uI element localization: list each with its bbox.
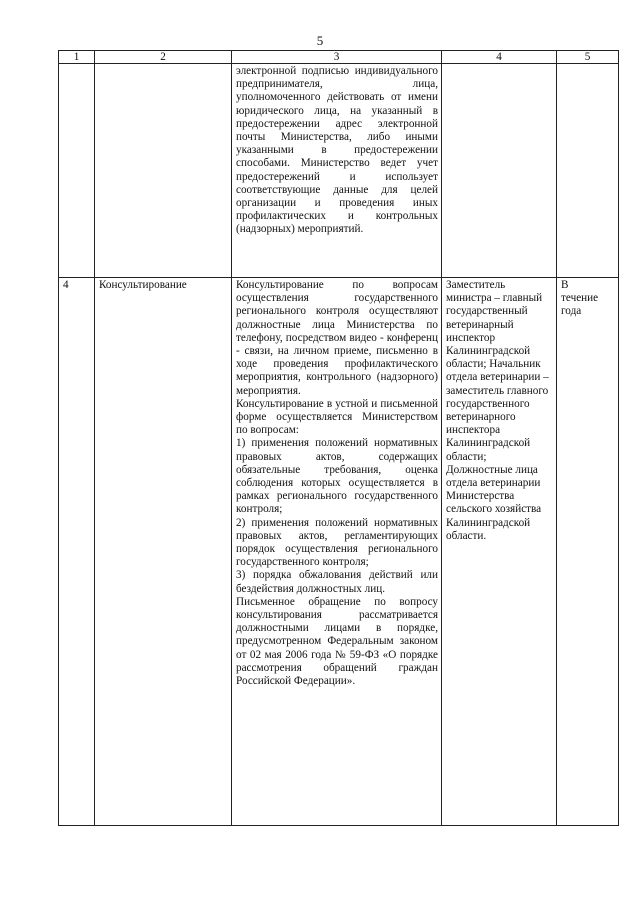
- row-responsible-cell: [442, 64, 557, 278]
- header-cell-number: 1: [59, 51, 95, 64]
- row-content-cell: [232, 64, 442, 278]
- consulting-forms-paragraph: Консультирование в устной и письменной форме осуществляется Министерством по вопросам:: [236, 397, 438, 437]
- continuation-text: электронной подписью индивидуального предпринимателя, лица, уполномоченного действовать от имени юридического лица, на указанный в предостережении адрес электронной почты Министерства, либо иными указанными в предостережении способами. Министерство ведет учет предостережений и использует соответствующие данные для целей организации и проведения иных профилактических и контрольных (надзорных) мероприятий.: [236, 65, 438, 236]
- consulting-item-1: 1) применения положений нормативных правовых актов, содержащих обязательные требования, оценка соблюдения которых осуществляется в рамках регионального государственного контроля;: [236, 437, 438, 516]
- table-row-continuation: [59, 64, 619, 278]
- consulting-intro-paragraph: Консультирование по вопросам осуществления государственного регионального контроля осуществляют должностные лица Министерства по телефону, посредством видео - конференц - связи, на личном приеме, письменно в ходе проведения профилактического мероприятия, контрольного (надзорного) мероприятия.: [236, 279, 438, 397]
- consulting-item-3: 3) порядка обжалования действий или бездействия должностных лиц.: [236, 569, 438, 595]
- row-name-cell: Консультирование: [95, 278, 232, 826]
- written-request-paragraph: Письменное обращение по вопросу консультирования рассматривается должностными лицами в порядке, предусмотренном Федеральным законом от 02 мая 2006 года № 59-ФЗ «О порядке рассмотрения обращений граждан Российской Федерации».: [236, 595, 438, 688]
- table-header-row: [59, 51, 619, 64]
- page-number: 5: [316, 33, 324, 48]
- header-cell-period: 5: [557, 51, 619, 64]
- table-row-consulting: [59, 278, 619, 826]
- row-period-cell: В течение года: [557, 278, 619, 826]
- row-number-cell: [59, 64, 95, 278]
- row-content-cell: [232, 278, 442, 826]
- row-number-cell: 4: [59, 278, 95, 826]
- row-period-cell: [557, 64, 619, 278]
- row-name-cell: [95, 64, 232, 278]
- consulting-item-2: 2) применения положений нормативных правовых актов, регламентирующих порядок осуществления регионального государственного контроля;: [236, 516, 438, 569]
- header-cell-name: 2: [95, 51, 232, 64]
- header-cell-responsible: 4: [442, 51, 557, 64]
- row-responsible-cell: Заместитель министра – главный государственный ветеринарный инспектор Калининградской области; Начальник отдела ветеринарии – заместитель главного государственного ветеринарного инспектора Калининградской области; Должностные лица отдела ветеринарии Министерства сельского хозяйства Калининградской области.: [442, 278, 557, 826]
- header-cell-content: 3: [232, 51, 442, 64]
- measures-table: [58, 50, 619, 826]
